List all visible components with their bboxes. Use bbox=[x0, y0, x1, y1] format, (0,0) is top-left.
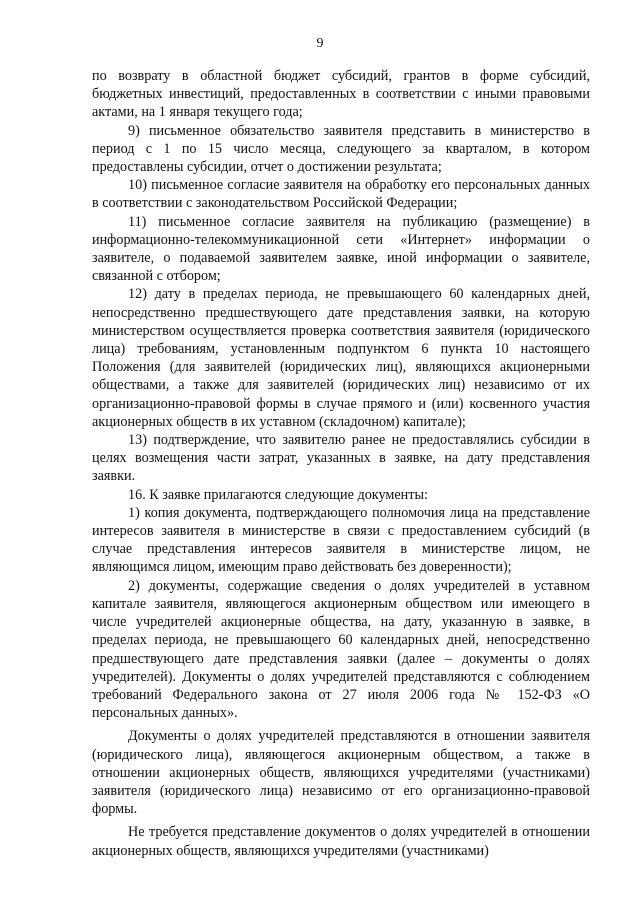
paragraph-item-11: 11) письменное согласие заявителя на публикацию (размещение) в информационно-телекоммуникационной сети «Интернет» информации о заявителе, о подаваемой заявителем заявке, иной информации о заявителе, связанной с отбором; bbox=[92, 213, 590, 285]
paragraph-shares-info: Документы о долях учредителей представляются в отношении заявителя (юридического лица), являющегося акционерным обществом, а также в отношении акционерных обществ, являющихся учредителями (участниками) заявителя (юридического лица) независимо от его организационно-правовой формы. bbox=[92, 728, 590, 818]
paragraph-item-12: 12) дату в пределах периода, не превышающего 60 календарных дней, непосредственно предшествующего дате представления заявки, на которую министерством осуществляется проверка соответствия заявителя (юридического лица) требованиям, установленным подпунктом 6 пункта 10 настоящего Положения (для заявителей (юридических лиц), являющихся акционерными обществами, а также для заявителей (юридических лиц) независимо от их организационно-правовой формы в случае прямого и (или) косвенного участия акционерных обществ в их уставном (складочном) капитале); bbox=[92, 286, 590, 430]
paragraph-item-13: 13) подтверждение, что заявителю ранее не предоставлялись субсидии в целях возмещения части затрат, указанных в заявке, на дату представления заявки. bbox=[92, 432, 590, 485]
paragraph-doc-2: 2) документы, содержащие сведения о долях учредителей в уставном капитале заявителя, являющегося акционерным обществом или имеющего в числе учредителей акционерные общества, на дату, указанную в заявке, в пределах периода, не превышающего 60 календарных дней, непосредственно предшествующего дате представления заявки (далее – документы о долях учредителей). Документы о долях учредителей представляются с соблюдением требований Федерального закона от 27 июля 2006 года № 152-ФЗ «О персональных данных». bbox=[92, 577, 590, 722]
paragraph-continuation: по возврату в областной бюджет субсидий, грантов в форме субсидий, бюджетных инвестиций, предоставленных в соответствии с иными правовыми актами, на 1 января текущего года; bbox=[92, 68, 590, 121]
paragraph-doc-1: 1) копия документа, подтверждающего полномочия лица на представление интересов заявителя в министерстве в связи с предоставлением субсидий (в случае представления интересов заявителя в министерстве лицом, не являющимся лицом, имеющим право действовать без доверенности); bbox=[92, 504, 590, 576]
paragraph-item-9: 9) письменное обязательство заявителя представить в министерство в период с 1 по 15 число месяца, следующего за кварталом, в котором предоставлены субсидии, отчет о достижении результата; bbox=[92, 122, 590, 176]
document-body bbox=[92, 67, 590, 860]
paragraph-not-required: Не требуется представление документов о долях учредителей в отношении акционерных обществ, являющихся учредителями (участниками) bbox=[92, 824, 590, 859]
paragraph-section-16: 16. К заявке прилагаются следующие документы: bbox=[128, 486, 428, 503]
page-number: 9 bbox=[316, 36, 324, 51]
paragraph-item-10: 10) письменное согласие заявителя на обработку его персональных данных в соответствии с законодательством Российской Федерации; bbox=[92, 177, 590, 212]
